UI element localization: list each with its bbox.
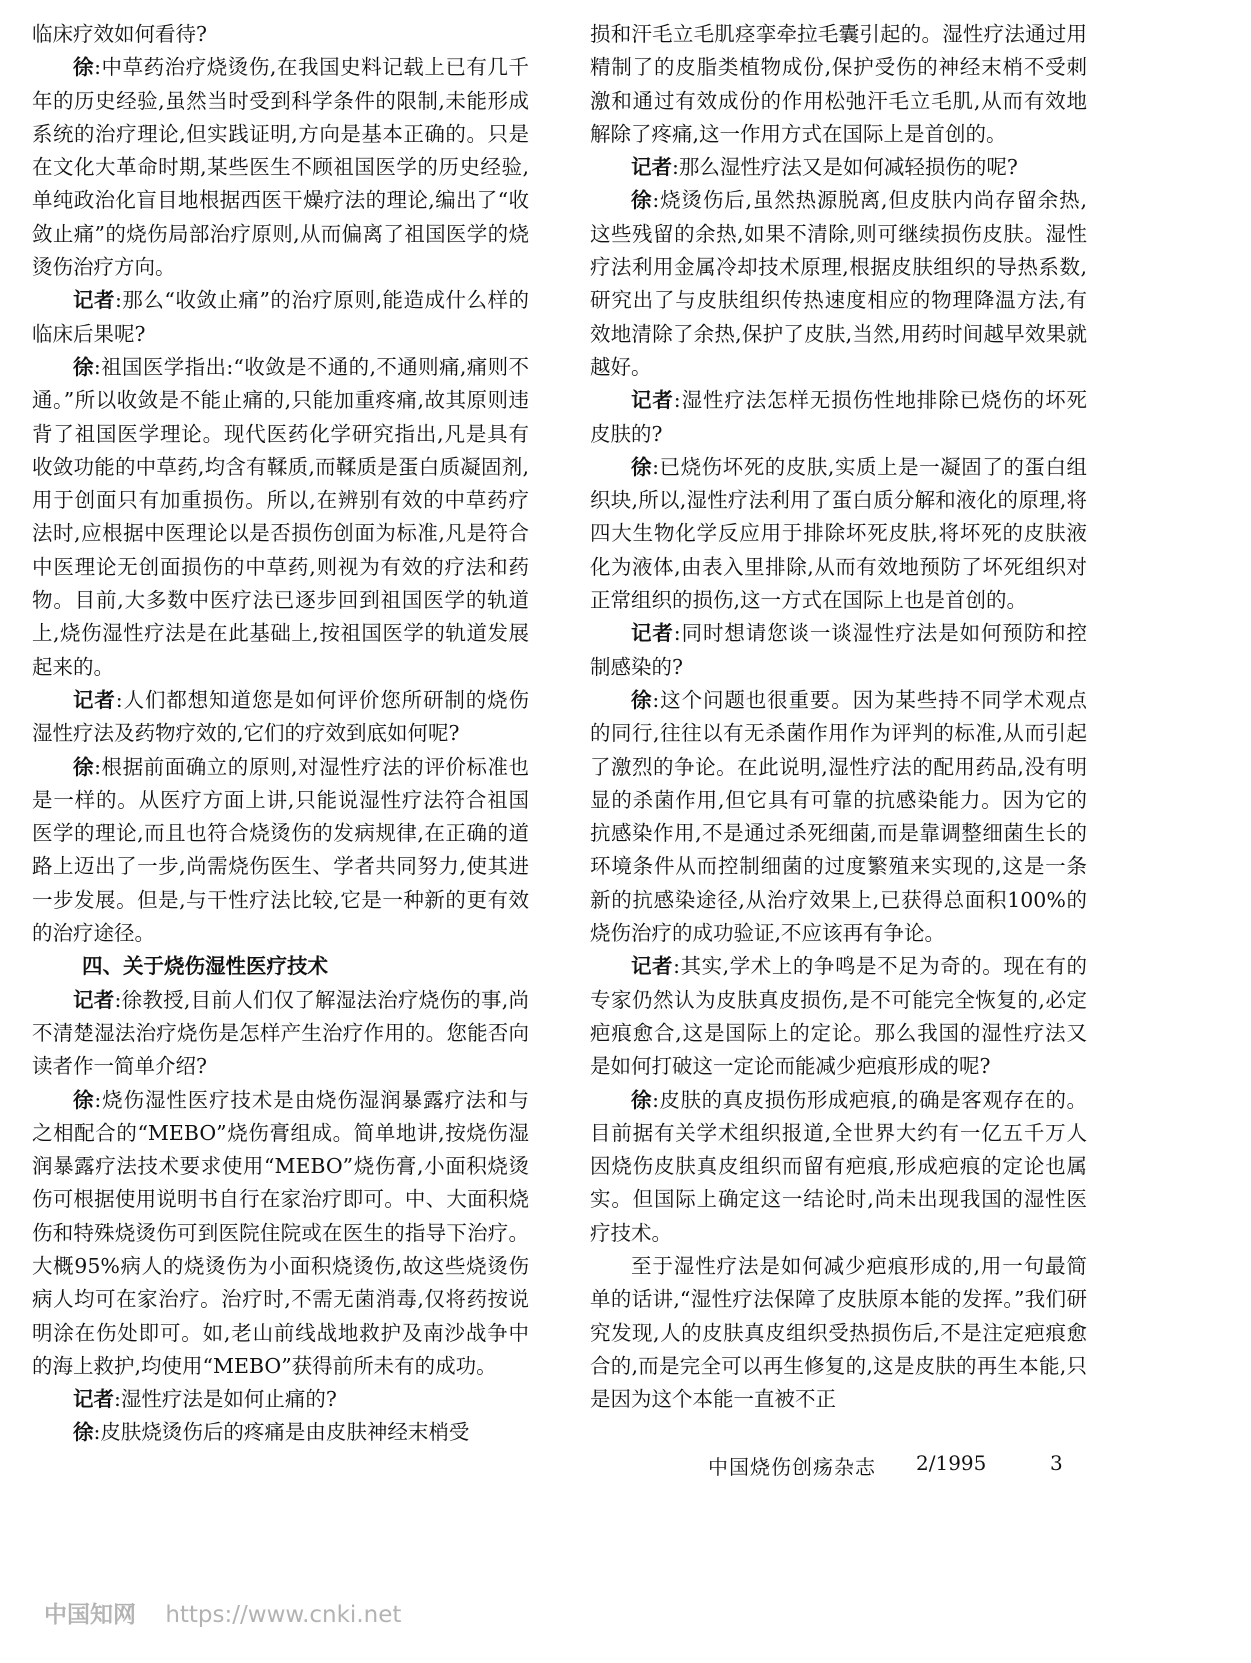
paragraph xyxy=(32,1383,529,1416)
speaker-label: 记者 xyxy=(631,155,672,180)
paragraph-text: :中草药治疗烧烫伤,在我国史料记载上已有几千年的历史经验,虽然当时受到科学条件的限制,未能形成系统的治疗理论,但实践证明,方向是基本正确的。只是在文化大革命时期,某些医生不顾祖国医学的历史经验,单纯政治化盲目地根据西医干燥疗法的理论,编出了“收敛止痛”的烧伤局部治疗原则,从而偏离了祖国医学的烧烫伤治疗方向。 xyxy=(32,55,530,280)
speaker-label: 徐 xyxy=(73,1420,94,1445)
paragraph-text: :烧烫伤后,虽然热源脱离,但皮肤内尚存留余热,这些残留的余热,如果不清除,则可继续损伤皮肤。湿性疗法利用金属冷却技术原理,根据皮肤组织的导热系数,研究出了与皮肤组织传热速度相应的物理降温方法,有效地清除了余热,保护了皮肤,当然,用药时间越早效果就越好。 xyxy=(590,188,1087,379)
paragraph xyxy=(590,617,1087,684)
speaker-label: 记者 xyxy=(631,954,674,979)
left-column xyxy=(32,18,529,1450)
paragraph xyxy=(32,751,529,951)
section-heading: 四、关于烧伤湿性医疗技术 xyxy=(82,954,328,979)
paragraph-text: :根据前面确立的原则,对湿性疗法的评价标准也是一样的。从医疗方面上讲,只能说湿性疗法符合祖国医学的理论,而且也符合烧烫伤的发病规律,在正确的道路上迈出了一步,尚需烧伤医生、学者共同努力,使其进一步发展。但是,与干性疗法比较,它是一种新的更有效的治疗途径。 xyxy=(32,754,530,946)
speaker-label: 记者 xyxy=(73,987,115,1012)
paragraph-text: 临床疗效如何看待? xyxy=(32,22,207,46)
paragraph xyxy=(590,684,1087,950)
speaker-label: 徐 xyxy=(631,454,653,479)
paragraph-text: :已烧伤坏死的皮肤,实质上是一凝固了的蛋白组织块,所以,湿性疗法利用了蛋白质分解和液化的原理,将四大生物化学反应用于排除坏死皮肤,将坏死的皮肤液化为液体,由表入里排除,从而有效地预防了坏死组织对正常组织的损伤,这一方式在国际上也是首创的。 xyxy=(590,454,1088,613)
paragraph-text: :同时想请您谈一谈湿性疗法是如何预防和控制感染的? xyxy=(590,621,1088,679)
paragraph xyxy=(590,1084,1087,1250)
paragraph xyxy=(32,984,529,1084)
paragraph-text: :人们都想知道您是如何评价您所研制的烧伤湿性疗法及药物疗效的,它们的疗效到底如何呢? xyxy=(32,687,530,746)
paragraph-text: :那么“收敛止痛”的治疗原则,能造成什么样的临床后果呢? xyxy=(32,288,529,346)
paragraph-text: :皮肤的真皮损伤形成疤痕,的确是客观存在的。目前据有关学术组织报道,全世界大约有一亿五千万人因烧伤皮肤真皮组织而留有疤痕,形成疤痕的定论也属实。但国际上确定这一结论时,尚未出现我国的湿性医疗技术。 xyxy=(590,1087,1088,1245)
paragraph xyxy=(32,351,529,684)
paragraph xyxy=(32,51,529,284)
paragraph-text: 至于湿性疗法是如何减少疤痕形成的,用一句最简单的话讲,“湿性疗法保障了皮肤原本能的发挥。”我们研究发现,人的皮肤真皮组织受热损伤后,不是注定疤痕愈合的,而是完全可以再生修复的,这是皮肤的再生本能,只是因为这个本能一直被不正 xyxy=(590,1253,1087,1412)
paragraph-text: :徐教授,目前人们仅了解湿法治疗烧伤的事,尚不清楚湿法治疗烧伤是怎样产生治疗作用的。您能否向读者作一简单介绍? xyxy=(32,987,529,1079)
paragraph xyxy=(590,184,1087,384)
paragraph xyxy=(590,151,1087,184)
paragraph xyxy=(590,950,1087,1083)
paragraph xyxy=(32,284,529,351)
speaker-label: 记者 xyxy=(631,388,674,413)
paragraph-text: :湿性疗法怎样无损伤性地排除已烧伤的坏死皮肤的? xyxy=(590,388,1088,446)
paragraph xyxy=(590,1250,1087,1416)
speaker-label: 徐 xyxy=(73,1087,95,1112)
paragraph xyxy=(590,18,1087,151)
paragraph-text: :其实,学术上的争鸣是不足为奇的。现在有的专家仍然认为皮肤真皮损伤,是不可能完全恢复的,必定疤痕愈合,这是国际上的定论。那么我国的湿性疗法又是如何打破这一定论而能减少疤痕形成的呢? xyxy=(590,954,1087,1079)
speaker-label: 记者 xyxy=(73,687,116,712)
issue-number: 2/1995 xyxy=(916,1451,987,1475)
watermark-brand: 中国知网 xyxy=(44,1602,136,1628)
journal-name: 中国烧伤创疡杂志 xyxy=(708,1455,876,1479)
paragraph-text: :湿性疗法是如何止痛的? xyxy=(114,1387,337,1412)
paragraph xyxy=(32,1416,529,1449)
speaker-label: 记者 xyxy=(631,621,674,646)
paragraph-text: 损和汗毛立毛肌痉挛牵拉毛囊引起的。湿性疗法通过用精制了的皮脂类植物成份,保护受伤的神经末梢不受刺激和通过有效成份的作用松弛汗毛立毛肌,从而有效地解除了疼痛,这一作用方式在国际上是首创的。 xyxy=(590,22,1087,146)
speaker-label: 徐 xyxy=(73,754,95,779)
watermark xyxy=(44,1596,401,1629)
paragraph-text: :祖国医学指出:“收敛是不通的,不通则痛,痛则不通。”所以收敛是不能止痛的,只能加重疼痛,故其原则违背了祖国医学理论。现代医药化学研究指出,凡是具有收敛功能的中草药,均含有鞣质,而鞣质是蛋白质凝固剂,用于创面只有加重损伤。所以,在辨别有效的中草药疗法时,应根据中医理论以是否损伤创面为标准,凡是符合中医理论无创面损伤的中草药,则视为有效的疗法和药物。目前,大多数中医疗法已逐步回到祖国医学的轨道上,烧伤湿性疗法是在此基础上,按祖国医学的轨道发展起来的。 xyxy=(32,354,530,679)
paragraph-text: :那么湿性疗法又是如何减轻损伤的呢? xyxy=(672,155,1018,180)
paragraph xyxy=(32,18,529,51)
paragraph-text: :皮肤烧烫伤后的疼痛是由皮肤神经末梢受 xyxy=(93,1420,470,1445)
paragraph xyxy=(32,684,529,751)
paragraph xyxy=(590,384,1087,451)
page-number: 3 xyxy=(1050,1451,1063,1475)
speaker-label: 徐 xyxy=(73,354,94,379)
paragraph xyxy=(32,1084,529,1384)
speaker-label: 记者 xyxy=(73,1387,114,1412)
watermark-url: https://www.cnki.net xyxy=(165,1602,402,1628)
speaker-label: 徐 xyxy=(631,188,653,213)
speaker-label: 徐 xyxy=(73,55,95,80)
paragraph xyxy=(590,451,1087,617)
right-column xyxy=(590,18,1087,1416)
speaker-label: 徐 xyxy=(631,1087,653,1112)
speaker-label: 徐 xyxy=(631,687,653,712)
speaker-label: 记者 xyxy=(73,288,116,313)
paragraph-text: :烧伤湿性医疗技术是由烧伤湿润暴露疗法和与之相配合的“MEBO”烧伤膏组成。简单地讲,按烧伤湿润暴露疗法技术要求使用“MEBO”烧伤膏,小面积烧烫伤可根据使用说明书自行在家治疗即可。中、大面积烧伤和特殊烧烫伤可到医院住院或在医生的指导下治疗。大概95%病人的烧烫伤为小面积烧烫伤,故这些烧烫伤病人均可在家治疗。治疗时,不需无菌消毒,仅将药按说明涂在伤处即可。如,老山前线战地救护及南沙战争中的海上救护,均使用“MEBO”获得前所未有的成功。 xyxy=(32,1087,530,1378)
paragraph-text: :这个问题也很重要。因为某些持不同学术观点的同行,往往以有无杀菌作用作为评判的标准,从而引起了激烈的争论。在此说明,湿性疗法的配用药品,没有明显的杀菌作用,但它具有可靠的抗感染能力。因为它的抗感染作用,不是通过杀死细菌,而是靠调整细菌生长的环境条件从而控制细菌的过度繁殖来实现的,这是一条新的抗感染途径,从治疗效果上,已获得总面积100%的烧伤治疗的成功验证,不应该再有争论。 xyxy=(590,687,1088,946)
